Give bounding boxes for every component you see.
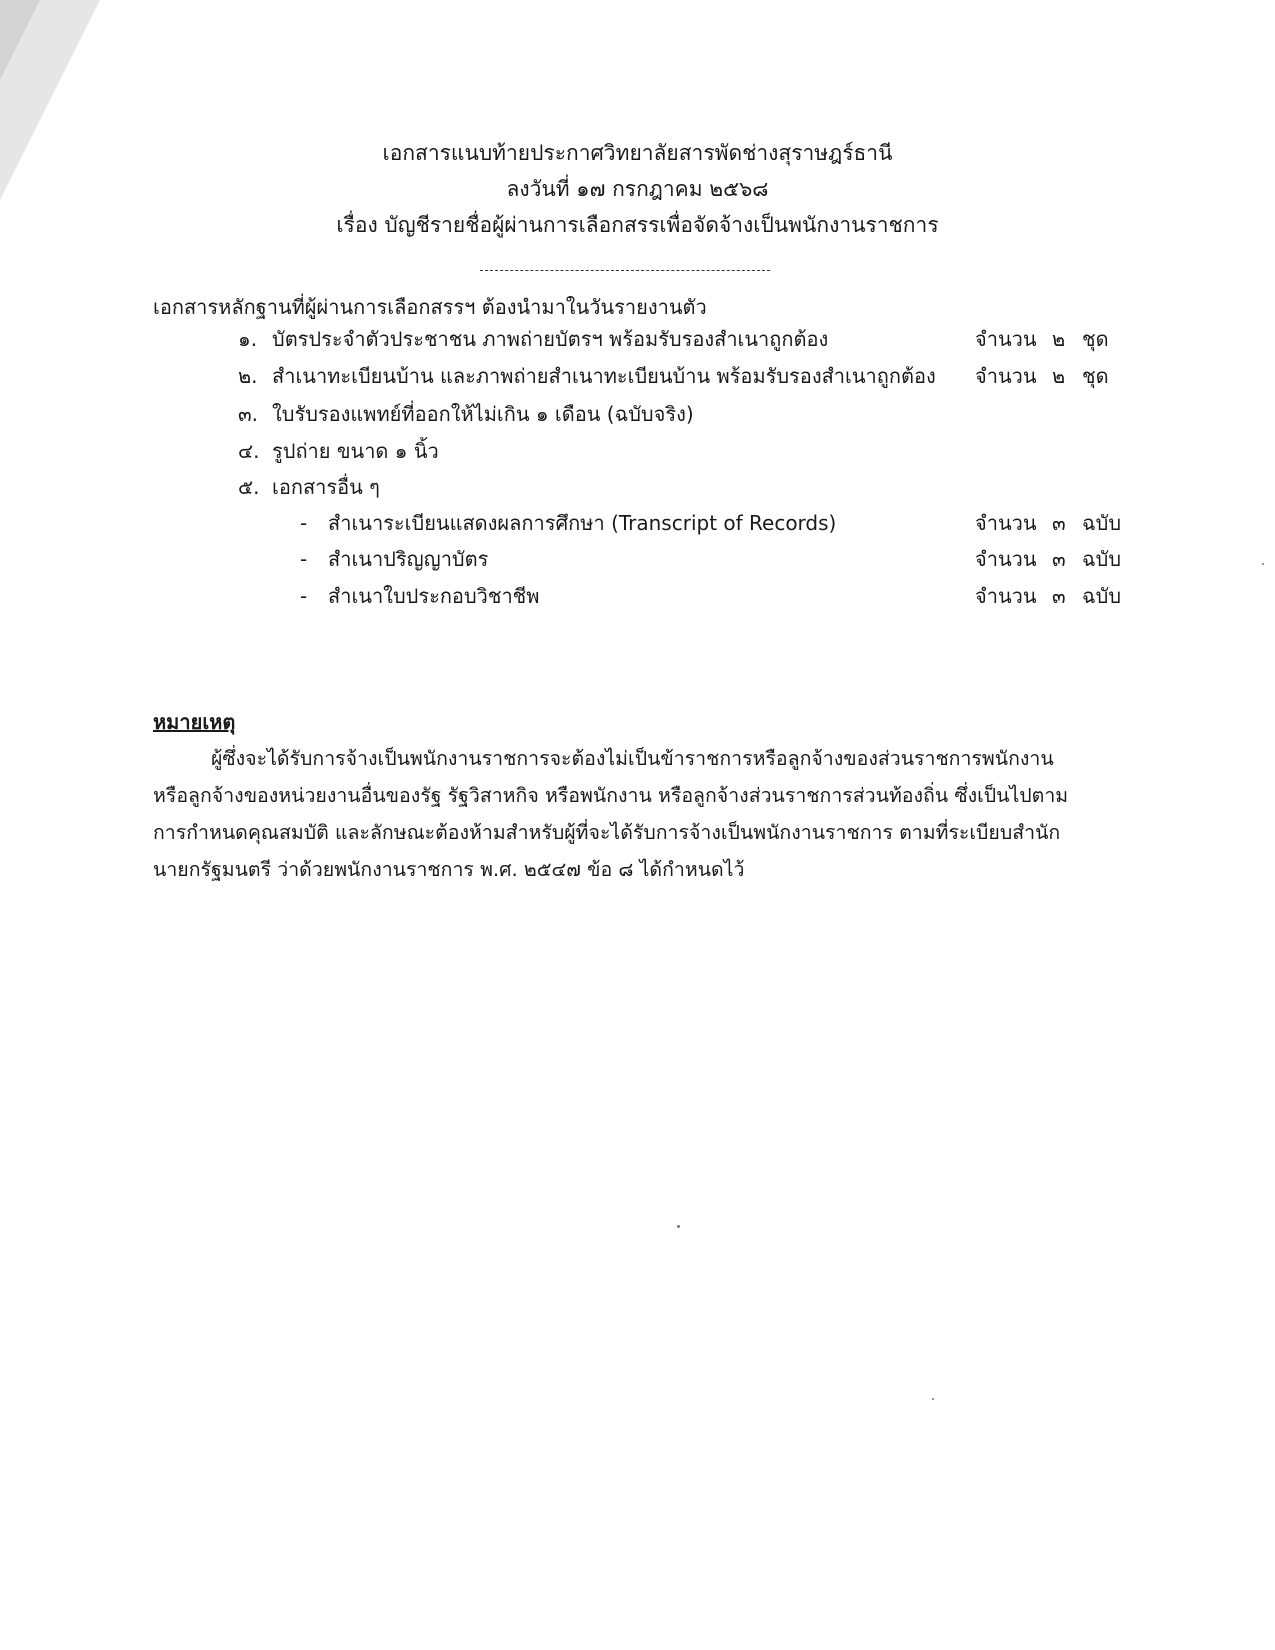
- quantity-label: จำนวน: [975, 364, 1037, 388]
- header-title: เอกสารแนบท้ายประกาศวิทยาลัยสารพัดช่างสุราษฎร์ธานี: [382, 141, 893, 165]
- list-item-text: ใบรับรองแพทย์ที่ออกให้ไม่เกิน ๑ เดือน (ฉบับจริง): [272, 402, 694, 426]
- quantity-number: ๒: [1052, 327, 1066, 351]
- quantity-unit: ชุด: [1082, 364, 1109, 388]
- list-item-text: สำเนาทะเบียนบ้าน และภาพถ่ายสำเนาทะเบียนบ้าน พร้อมรับรองสำเนาถูกต้อง: [272, 364, 936, 388]
- list-item-text: รูปถ่าย ขนาด ๑ นิ้ว: [272, 439, 439, 463]
- quantity-unit: ชุด: [1082, 327, 1109, 351]
- list-item: [0, 433, 1275, 469]
- list-item-number: ๕.: [238, 475, 260, 499]
- quantity-label: จำนวน: [975, 547, 1037, 571]
- list-item: [0, 469, 1275, 505]
- remark-paragraph: [153, 740, 1133, 888]
- quantity-label: จำนวน: [975, 327, 1037, 351]
- remark-line: นายกรัฐมนตรี ว่าด้วยพนักงานราชการ พ.ศ. ๒๕๔๗ ข้อ ๘ ได้กำหนดไว้: [153, 858, 745, 881]
- documents-heading: เอกสารหลักฐานที่ผู้ผ่านการเลือกสรรฯ ต้องนำมาในวันรายงานตัว: [153, 295, 707, 319]
- scan-speck: [932, 1398, 934, 1400]
- list-item-number: ๒.: [238, 364, 258, 388]
- scan-speck: [1262, 563, 1264, 565]
- list-item-number: ๔.: [238, 439, 260, 463]
- quantity-label: จำนวน: [975, 511, 1037, 535]
- list-item-text: เอกสารอื่น ๆ: [272, 475, 380, 499]
- quantity-number: ๓: [1052, 584, 1066, 608]
- sub-list-item-text: สำเนาปริญญาบัตร: [328, 547, 489, 571]
- remark-line: การกำหนดคุณสมบัติ และลักษณะต้องห้ามสำหรับผู้ที่จะได้รับการจ้างเป็นพนักงานราชการ ตามที่ระเบียบสำนัก: [153, 821, 1061, 844]
- list-item-text: บัตรประจำตัวประชาชน ภาพถ่ายบัตรฯ พร้อมรับรองสำเนาถูกต้อง: [272, 327, 829, 351]
- bullet-dash: -: [300, 584, 308, 608]
- list-item-number: ๓.: [238, 402, 259, 426]
- sub-list-item: [0, 505, 1275, 541]
- list-item: [0, 396, 1275, 432]
- remark-line: ผู้ซึ่งจะได้รับการจ้างเป็นพนักงานราชการจะต้องไม่เป็นข้าราชการหรือลูกจ้างของส่วนราชการพนักงาน: [211, 747, 1054, 770]
- sub-list-item-text: สำเนาใบประกอบวิชาชีพ: [328, 584, 540, 608]
- list-item: [0, 321, 1275, 357]
- list-item-number: ๑.: [238, 327, 258, 351]
- remark-title: หมายเหตุ: [153, 710, 236, 734]
- sub-list-item: [0, 541, 1275, 577]
- header-date: ลงวันที่ ๑๗ กรกฎาคม ๒๕๖๘: [506, 177, 769, 201]
- header-divider: [480, 270, 770, 271]
- header-subject: เรื่อง บัญชีรายชื่อผู้ผ่านการเลือกสรรเพื่อจัดจ้างเป็นพนักงานราชการ: [336, 213, 939, 237]
- quantity-number: ๓: [1052, 547, 1066, 571]
- quantity-number: ๒: [1052, 364, 1066, 388]
- bullet-dash: -: [300, 511, 308, 535]
- bullet-dash: -: [300, 547, 308, 571]
- sub-list-item: [0, 578, 1275, 614]
- quantity-unit: ฉบับ: [1082, 511, 1122, 535]
- quantity-label: จำนวน: [975, 584, 1037, 608]
- document-header: [0, 135, 1275, 243]
- quantity-unit: ฉบับ: [1082, 584, 1122, 608]
- remark-line: หรือลูกจ้างของหน่วยงานอื่นของรัฐ รัฐวิสาหกิจ หรือพนักงาน หรือลูกจ้างส่วนราชการส่วนท้องถิ่น ซึ่งเป็นไปตาม: [153, 784, 1069, 807]
- quantity-unit: ฉบับ: [1082, 547, 1122, 571]
- list-item: [0, 358, 1275, 394]
- scan-speck: [677, 1225, 680, 1228]
- sub-list-item-text: สำเนาระเบียนแสดงผลการศึกษา (Transcript of Records): [328, 511, 837, 535]
- quantity-number: ๓: [1052, 511, 1066, 535]
